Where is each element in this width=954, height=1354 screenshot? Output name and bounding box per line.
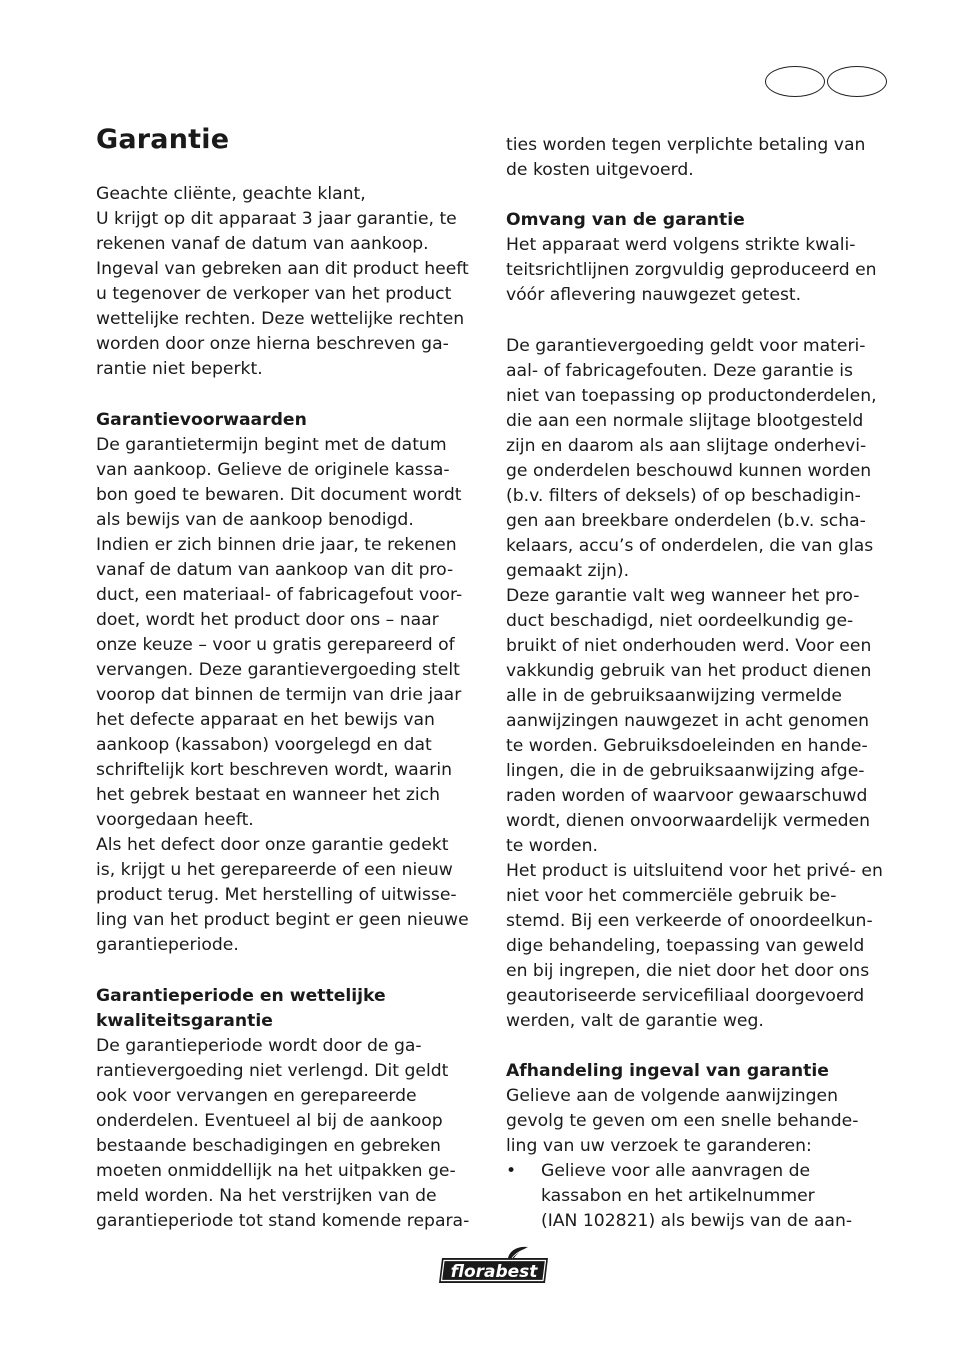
text-line: Ingeval van gebreken aan dit product heeft (96, 259, 469, 279)
section-garantieperiode (96, 984, 469, 1234)
text-line: onze keuze – voor u gratis gerepareerd of (96, 635, 455, 655)
section-heading: Garantieperiode en wettelijke (96, 986, 386, 1006)
text-line: dige behandeling, toepassing van geweld (506, 936, 865, 956)
text-line: rantievergoeding niet verlengd. Dit geldt (96, 1061, 449, 1081)
text-line: stemd. Bij een verkeerde of onoordeelkun- (506, 911, 873, 931)
text-line: vakkundig gebruik van het product dienen (506, 661, 872, 681)
text-line: niet voor het commerciële gebruik be- (506, 886, 837, 906)
text-line: zijn en daarom als aan slijtage onderhevi- (506, 436, 867, 456)
text-line: garantieperiode tot stand komende repara- (96, 1211, 470, 1231)
text-line: aal- of fabricagefouten. Deze garantie is (506, 361, 854, 381)
text-line: Geachte cliënte, geachte klant, (96, 184, 366, 204)
section-garantievoorwaarden (96, 408, 469, 958)
text-line: bruikt of niet onderhouden werd. Voor een (506, 636, 872, 656)
text-line: ook voor vervangen en gerepareerde (96, 1086, 417, 1106)
text-line: u tegenover de verkoper van het product (96, 284, 452, 304)
text-line: garantieperiode. (96, 935, 239, 955)
text-line: gen aan breekbare onderdelen (b.v. scha- (506, 511, 866, 531)
text-line: (IAN 102821) als bewijs van de aan- (541, 1211, 853, 1231)
section-heading: Omvang van de garantie (506, 210, 745, 230)
section-omvang-paragraph-2 (506, 334, 883, 1034)
text-line: bestaande beschadigingen en gebreken (96, 1136, 441, 1156)
text-line: De garantievergoeding geldt voor materi- (506, 336, 866, 356)
text-line: Gelieve aan de volgende aanwijzingen (506, 1086, 839, 1106)
text-line: vóór aflevering nauwgezet getest. (506, 285, 802, 305)
text-line: ge onderdelen beschouwd kunnen worden (506, 461, 872, 481)
language-ovals (765, 66, 889, 99)
section-heading: Garantievoorwaarden (96, 410, 307, 430)
text-line: is, krijgt u het gerepareerde of een nieuw (96, 860, 453, 880)
text-line: teitsrichtlijnen zorgvuldig geproduceerd en (506, 260, 877, 280)
text-line: werden, valt de garantie weg. (506, 1011, 764, 1031)
text-line: Deze garantie valt weg wanneer het pro- (506, 586, 860, 606)
text-line: rekenen vanaf de datum van aankoop. (96, 234, 429, 254)
text-line: doet, wordt het product door ons – naar (96, 610, 439, 630)
florabest-logo (438, 1246, 552, 1286)
text-line: alle in de gebruiksaanwijzing vermelde (506, 686, 842, 706)
text-line: aankoop (kassabon) voorgelegd en dat (96, 735, 432, 755)
section-heading: kwaliteitsgarantie (96, 1011, 273, 1031)
florabest-logo-graphic (438, 1246, 552, 1286)
text-line: schriftelijk kort beschreven wordt, waarin (96, 760, 452, 780)
language-oval-2 (827, 66, 887, 97)
text-line: De garantietermijn begint met de datum (96, 435, 447, 455)
text-line: De garantieperiode wordt door de ga- (96, 1036, 422, 1056)
text-line: duct beschadigd, niet oordeelkundig ge- (506, 611, 854, 631)
text-line: raden worden of waarvoor gewaarschuwd (506, 786, 868, 806)
text-line: lingen, die in de gebruiksaanwijzing afge- (506, 761, 865, 781)
text-line: meld worden. Na het verstrijken van de (96, 1186, 437, 1206)
text-line: van aankoop. Gelieve de originele kassa- (96, 460, 450, 480)
text-line: rantie niet beperkt. (96, 359, 263, 379)
bullet-marker: • (506, 1161, 517, 1181)
text-line: gevolg te geven om een snelle behande- (506, 1111, 859, 1131)
text-line: gemaakt zijn). (506, 561, 630, 581)
text-line: vanaf de datum van aankoop van dit pro- (96, 560, 454, 580)
text-line: niet van toepassing op productonderdelen, (506, 386, 877, 406)
text-line: ling van het product begint er geen nieuwe (96, 910, 469, 930)
text-line: voorop dat binnen de termijn van drie jaar (96, 685, 462, 705)
section-heading: Afhandeling ingeval van garantie (506, 1061, 829, 1081)
text-line: de kosten uitgevoerd. (506, 160, 694, 180)
text-line: Gelieve voor alle aanvragen de (541, 1161, 811, 1181)
text-line: te worden. Gebruiksdoeleinden en hande- (506, 736, 868, 756)
text-line: het gebrek bestaat en wanneer het zich (96, 785, 440, 805)
text-line: worden door onze hierna beschreven ga- (96, 334, 449, 354)
text-line: wettelijke rechten. Deze wettelijke rechten (96, 309, 465, 329)
text-line: en bij ingrepen, die niet door het door ons (506, 961, 870, 981)
logo-text: florabest (450, 1262, 538, 1282)
text-line: Als het defect door onze garantie gedekt (96, 835, 449, 855)
text-line: geautoriseerde servicefiliaal doorgevoerd (506, 986, 865, 1006)
text-line: product terug. Met herstelling of uitwisse- (96, 885, 457, 905)
text-line: vervangen. Deze garantievergoeding stelt (96, 660, 460, 680)
text-line: aanwijzingen nauwgezet in acht genomen (506, 711, 870, 731)
language-oval-1 (765, 66, 825, 97)
text-line: kassabon en het artikelnummer (541, 1186, 815, 1206)
continued-paragraph (506, 133, 865, 183)
page-title: Garantie (96, 124, 230, 155)
text-line: ling van uw verzoek te garanderen: (506, 1136, 812, 1156)
section-afhandeling (506, 1059, 858, 1159)
section-omvang (506, 208, 877, 308)
text-line: te worden. (506, 836, 598, 856)
text-line: Het product is uitsluitend voor het privé- en (506, 861, 883, 881)
text-line: Indien er zich binnen drie jaar, te rekenen (96, 535, 457, 555)
text-line: als bewijs van de aankoop benodigd. (96, 510, 414, 530)
text-line: het defecte apparaat en het bewijs van (96, 710, 435, 730)
text-line: die aan een normale slijtage blootgesteld (506, 411, 864, 431)
text-line: moeten onmiddellijk na het uitpakken ge- (96, 1161, 456, 1181)
intro-paragraph (96, 182, 469, 382)
text-line: ties worden tegen verplichte betaling van (506, 135, 866, 155)
text-line: onderdelen. Eventueel al bij de aankoop (96, 1111, 443, 1131)
text-line: bon goed te bewaren. Dit document wordt (96, 485, 462, 505)
text-line: voorgedaan heeft. (96, 810, 254, 830)
text-line: U krijgt op dit apparaat 3 jaar garantie, te (96, 209, 457, 229)
text-line: kelaars, accu’s of onderdelen, die van glas (506, 536, 874, 556)
text-line: Het apparaat werd volgens strikte kwali- (506, 235, 856, 255)
text-line: (b.v. filters of deksels) of op beschadigin- (506, 486, 861, 506)
text-line: duct, een materiaal- of fabricagefout voor- (96, 585, 463, 605)
text-line: wordt, dienen onvoorwaardelijk vermeden (506, 811, 870, 831)
bullet-item (541, 1159, 852, 1234)
